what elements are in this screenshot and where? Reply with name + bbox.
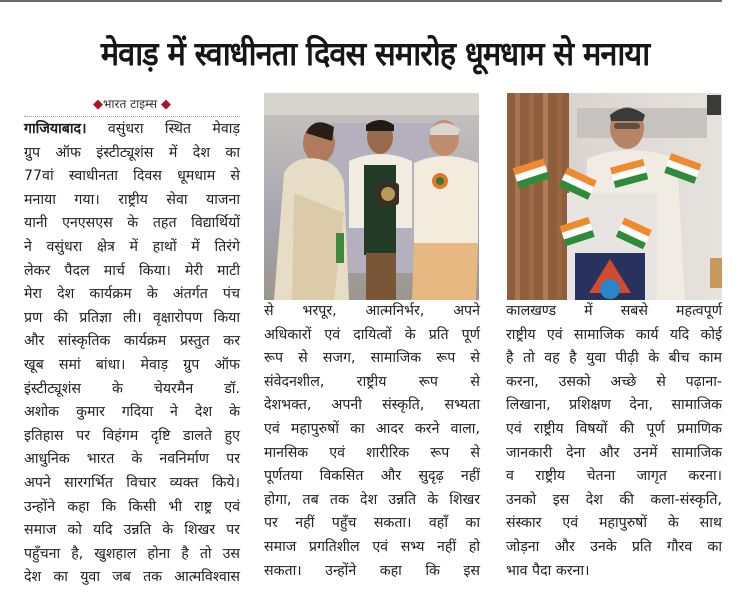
text-line: लिखाना, प्रशिक्षण देना, सामाजिक — [506, 397, 722, 414]
text-line: पहुँचना है, खुशहाल होना है तो उस — [24, 545, 240, 562]
text-line: समाज को यदि उन्नति के शिखर पर — [24, 522, 240, 539]
text-line: आधुनिक भारत के नवनिर्माण पर — [24, 451, 240, 468]
text-line: समाज प्रगतिशील एवं सभ्य नहीं हो — [264, 538, 480, 555]
award-presentation-photo — [264, 93, 479, 300]
byline-divider — [24, 116, 240, 117]
text-line: अपने सारगर्भित विचार व्यक्त किये। — [24, 474, 240, 491]
text-line: एवं महापुरुषों का आदर करने वाला, — [264, 420, 480, 437]
text-line: गाजियाबाद। वसुंधरा स्थित मेवाड़ — [24, 121, 240, 137]
text-line: 77वां स्वाधीनता दिवस धूमधाम से — [24, 168, 240, 185]
text-line: खूब समां बांधा। मेवाड़ ग्रुप ऑफ — [24, 356, 240, 373]
award-presentation-illustration — [264, 93, 479, 300]
text-line: सकता। उन्होंने कहा कि इस — [264, 562, 480, 579]
headline: मेवाड़ में स्वाधीनता दिवस समारोह धूमधाम से मनाया — [100, 34, 650, 73]
speaker-podium-illustration — [507, 93, 722, 300]
text-line: उनको इस देश की कला-संस्कृति, — [506, 491, 722, 508]
text-line: जोड़ना और उनके प्रति गौरव का — [506, 538, 722, 555]
text-line: से भरपूर, आत्मनिर्भर, अपने — [264, 303, 480, 319]
text-line: कालखण्ड में सबसे महत्वपूर्ण — [506, 303, 722, 319]
byline — [24, 96, 240, 113]
article-column-3 — [506, 300, 722, 583]
text-line: देश का युवा जब तक आत्मविश्वास — [24, 569, 240, 586]
text-line: उन्होंने कहा कि किसी भी राष्ट्र एवं — [24, 498, 240, 515]
text-line: और सांस्कृतिक कार्यक्रम प्रस्तुत कर — [24, 333, 240, 350]
text-line: मानसिक एवं शारीरिक रूप से — [264, 444, 480, 461]
text-line: एवं राष्ट्रीय विषयों की पूर्ण प्रमाणिक — [506, 420, 722, 437]
text-line: रूप से सजग, सामाजिक रूप से — [264, 350, 480, 367]
text-line: संवेदनशील, राष्ट्रीय रूप से — [264, 373, 480, 390]
diamond-ornament-icon: ◆ — [161, 97, 171, 112]
text-line: भाव पैदा करना। — [506, 562, 590, 579]
text-line: इंस्टीट्यूशंस के चेयरमैन डॉ. — [24, 380, 240, 397]
byline-source: भारत टाइम्स — [103, 97, 158, 111]
text-line: यानी एनएसएस के तहत विद्यार्थियों — [24, 215, 240, 232]
text-line: प्रण की प्रतिज्ञा ली। वृक्षारोपण किया — [24, 309, 240, 326]
diamond-ornament-icon: ◆ — [93, 97, 103, 112]
dateline: गाजियाबाद। — [24, 121, 87, 137]
text-line: ग्रुप ऑफ इंस्टीट्यूशंस में देश का — [24, 144, 240, 161]
speaker-at-podium-photo — [507, 93, 722, 300]
text-line: अशोक कुमार गदिया ने देश के — [24, 404, 240, 421]
text-line: करना, उसको अच्छे से पढ़ाना- — [506, 373, 722, 390]
text-line: लेकर पैदल मार्च किया। मेरी माटी — [24, 262, 240, 279]
text-line: पर नहीं पहुँच सकता। वहाँ का — [264, 515, 480, 532]
text-line: जानकारी देना और उनमें सामाजिक — [506, 444, 722, 461]
top-rule — [0, 0, 722, 2]
text-line: पूर्णतया विकसित और सुदृढ़ नहीं — [264, 468, 480, 485]
text-line: मेरा देश कार्यक्रम के अंतर्गत पंच — [24, 286, 240, 303]
article-column-1 — [24, 118, 240, 590]
text-line: है तो वह है युवा पीढ़ी के बीच काम — [506, 350, 722, 367]
text-line: होगा, तब तक देश उन्नति के शिखर — [264, 491, 480, 508]
text-line: अधिकारों एवं दायित्वों के प्रति पूर्ण — [264, 326, 480, 343]
text-line: व राष्ट्रीय चेतना जागृत करना। — [506, 468, 722, 485]
text-line: राष्ट्रीय एवं सामाजिक कार्य यदि कोई — [506, 326, 722, 343]
text-line: संस्कार एवं महापुरुषों के साथ — [506, 515, 722, 532]
text-line: देशभक्त, अपनी संस्कृति, सभ्यता — [264, 397, 480, 414]
text-line: ने वसुंधरा क्षेत्र में हाथों में तिरंगे — [24, 238, 240, 255]
article-column-2 — [264, 300, 480, 583]
text-line: मनाया गया। राष्ट्रीय सेवा याजना — [24, 191, 240, 208]
text-line: इतिहास पर विहंगम दृष्टि डालते हुए — [24, 427, 240, 444]
